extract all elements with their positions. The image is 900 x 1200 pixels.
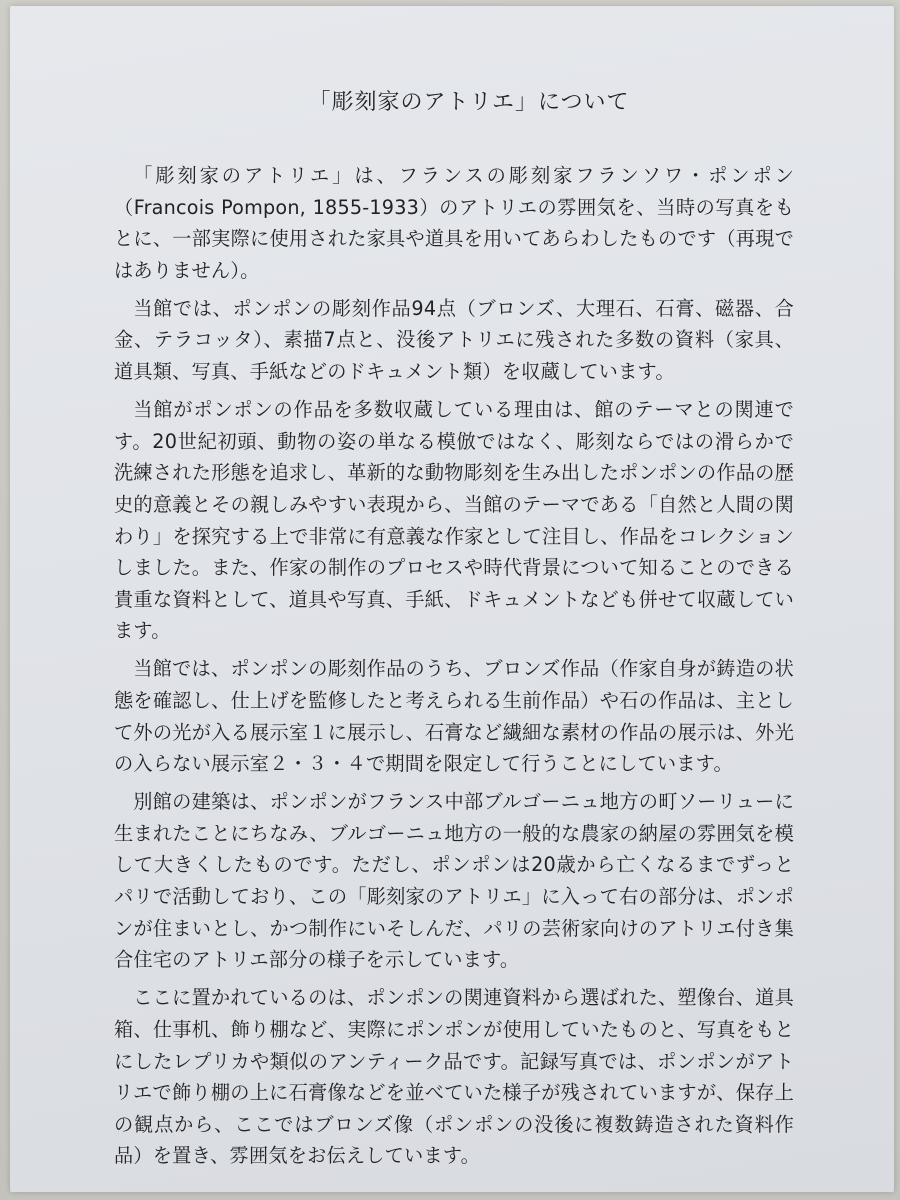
paragraph-reason: 当館がポンポンの作品を多数収蔵している理由は、館のテーマとの関連です。20世紀初頭、動物の姿の単なる模倣ではなく、彫刻ならではの滑らかで洗練された形態を追求し、革新的な動物彫刻を生み出したポンポンの作品の歴史的意義とその親しみやすい表現から、当館のテーマである「自然と人間の関わり」を探究する上で非常に有意義な作家として注目し、作品をコレクションしました。また、作家の制作のプロセスや時代背景について知ることのできる貴重な資料として、道具や写真、手紙、ドキュメントなども併せて収蔵しています。 bbox=[114, 398, 794, 643]
panel-title: 「彫刻家のアトリエ」について bbox=[308, 90, 630, 115]
paragraph-collection: 当館では、ポンポンの彫刻作品94点（ブロンズ、大理石、石膏、磁器、合金、テラコッタ）、素描7点と、没後アトリエに残された多数の資料（家具、道具類、写真、手紙などのドキュメント類）を収蔵しています。 bbox=[114, 296, 794, 384]
paragraph-architecture: 別館の建築は、ポンポンがフランス中部ブルゴーニュ地方の町ソーリューに生まれたことにちなみ、ブルゴーニュ地方の一般的な農家の納屋の雰囲気を模して大きくしたものです。ただし、ポンポンは20歳から亡くなるまでずっとパリで活動しており、この「彫刻家のアトリエ」に入って右の部分は、ポンポンが住まいとし、かつ制作にいそしんだ、パリの芸術家向けのアトリエ付き集合住宅のアトリエ部分の様子を示しています。 bbox=[114, 790, 794, 972]
paragraph-exhibition: 当館では、ポンポンの彫刻作品のうち、ブロンズ作品（作家自身が鋳造の状態を確認し、仕上げを監修したと考えられる生前作品）や石の作品は、主として外の光が入る展示室１に展示し、石膏など繊細な素材の作品の展示は、外光の入らない展示室２・３・４で期間を限定して行うことにしています。 bbox=[114, 657, 794, 776]
paragraph-intro: 「彫刻家のアトリエ」は、フランスの彫刻家フランソワ・ポンポン（Francois Pompon, 1855-1933）のアトリエの雰囲気を、当時の写真をもとに、一部実際に使用された家具や道具を用いてあらわしたものです（再現ではありません）。 bbox=[114, 164, 794, 282]
panel-text bbox=[114, 88, 794, 1178]
paragraph-objects: ここに置かれているのは、ポンポンの関連資料から選ばれた、塑像台、道具箱、仕事机、飾り棚など、実際にポンポンが使用していたものと、写真をもとにしたレプリカや類似のアンティーク品です。記録写真では、ポンポンがアトリエで飾り棚の上に石膏像などを並べていた様子が残されていますが、保存上の観点から、ここではブロンズ像（ポンポンの没後に複数鋳造された資料作品）を置き、雰囲気をお伝えしています。 bbox=[114, 986, 794, 1168]
